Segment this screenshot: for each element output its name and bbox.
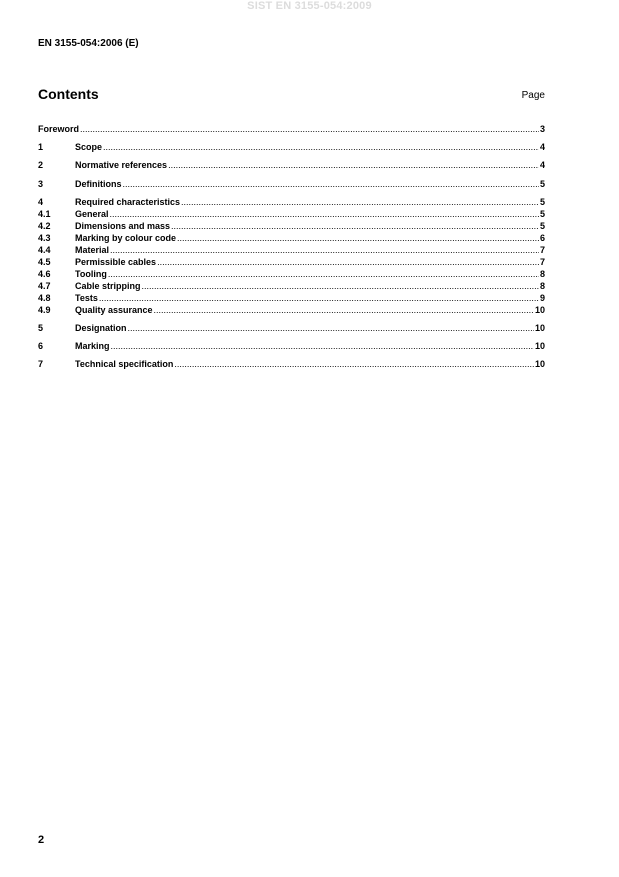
toc-entry-technical-specification[interactable] bbox=[38, 359, 545, 370]
toc-entry-number: 1 bbox=[38, 142, 44, 152]
toc-entry-cable-stripping[interactable] bbox=[38, 281, 545, 292]
toc-entry-page: 5 bbox=[539, 209, 545, 219]
toc-entry-number: 4.3 bbox=[38, 233, 51, 243]
toc-entry-number: 6 bbox=[38, 341, 44, 351]
toc-entry-tests[interactable] bbox=[38, 293, 545, 304]
toc-entry-number: 4.7 bbox=[38, 281, 51, 291]
toc-entry-number: 4 bbox=[38, 197, 44, 207]
toc-entry-title: Tooling bbox=[75, 269, 107, 279]
toc-entry-page: 7 bbox=[539, 245, 545, 255]
dot-leader bbox=[123, 179, 539, 190]
toc-entry-title: Tests bbox=[75, 293, 98, 303]
toc-entry-page: 6 bbox=[539, 233, 545, 243]
toc-entry-title: Cable stripping bbox=[75, 281, 141, 291]
toc-entry-number: 4.5 bbox=[38, 257, 51, 267]
dot-leader bbox=[80, 124, 539, 135]
toc-entry-page: 3 bbox=[539, 124, 545, 134]
toc-entry-page: 10 bbox=[534, 305, 545, 315]
toc-entry-marking-by-colour-code[interactable] bbox=[38, 233, 545, 244]
toc-entry-title: Foreword bbox=[38, 124, 80, 134]
dot-leader bbox=[177, 233, 539, 244]
toc-entry-number: 2 bbox=[38, 160, 44, 170]
toc-entry-page: 10 bbox=[534, 341, 545, 351]
watermark: SIST EN 3155-054:2009 bbox=[247, 0, 372, 12]
toc-entry-title: Scope bbox=[75, 142, 103, 152]
toc-entry-quality-assurance[interactable] bbox=[38, 305, 545, 316]
toc-entry-number: 3 bbox=[38, 179, 44, 189]
toc-entry-title: Technical specification bbox=[75, 359, 174, 369]
toc-entry-page: 4 bbox=[539, 160, 545, 170]
dot-leader bbox=[128, 323, 534, 334]
toc-entry-page: 10 bbox=[534, 359, 545, 369]
page-number: 2 bbox=[38, 834, 45, 846]
toc-entry-number: 4.9 bbox=[38, 305, 51, 315]
toc-entry-number: 4.4 bbox=[38, 245, 51, 255]
dot-leader bbox=[174, 359, 534, 370]
dot-leader bbox=[110, 209, 539, 220]
dot-leader bbox=[171, 221, 539, 232]
toc-entry-number: 4.1 bbox=[38, 209, 51, 219]
toc-entry-page: 5 bbox=[539, 197, 545, 207]
toc-entry-marking[interactable] bbox=[38, 341, 545, 352]
toc-entry-page: 5 bbox=[539, 179, 545, 189]
toc-entry-title: Material bbox=[75, 245, 110, 255]
toc-entry-definitions[interactable] bbox=[38, 179, 545, 190]
toc-entry-page: 8 bbox=[539, 269, 545, 279]
toc-entry-title: Designation bbox=[75, 323, 127, 333]
toc-entry-foreword[interactable] bbox=[38, 124, 545, 135]
dot-leader bbox=[181, 197, 539, 208]
toc-entry-required-characteristics[interactable] bbox=[38, 197, 545, 208]
toc-entry-page: 7 bbox=[539, 257, 545, 267]
toc-entry-title: Marking bbox=[75, 341, 110, 351]
contents-title: Contents bbox=[38, 86, 99, 102]
document-id: EN 3155-054:2006 (E) bbox=[38, 38, 139, 49]
dot-leader bbox=[154, 305, 534, 316]
toc-entry-page: 5 bbox=[539, 221, 545, 231]
toc-entry-designation[interactable] bbox=[38, 323, 545, 334]
toc-entry-title: Required characteristics bbox=[75, 197, 181, 207]
dot-leader bbox=[168, 160, 539, 171]
dot-leader bbox=[103, 142, 539, 153]
dot-leader bbox=[108, 269, 539, 280]
toc-entry-title: General bbox=[75, 209, 109, 219]
toc-entry-title: Normative references bbox=[75, 160, 168, 170]
toc-entry-title: Definitions bbox=[75, 179, 122, 189]
toc-entry-dimensions-and-mass[interactable] bbox=[38, 221, 545, 232]
toc-entry-number: 5 bbox=[38, 323, 44, 333]
toc-entry-permissible-cables[interactable] bbox=[38, 257, 545, 268]
toc-entry-title: Dimensions and mass bbox=[75, 221, 171, 231]
toc-entry-page: 10 bbox=[534, 323, 545, 333]
toc-entry-number: 7 bbox=[38, 359, 44, 369]
toc-entry-page: 8 bbox=[539, 281, 545, 291]
toc-entry-number: 4.8 bbox=[38, 293, 51, 303]
page-column-label: Page bbox=[521, 90, 545, 101]
toc-entry-material[interactable] bbox=[38, 245, 545, 256]
toc-entry-page: 9 bbox=[539, 293, 545, 303]
toc-entry-tooling[interactable] bbox=[38, 269, 545, 280]
dot-leader bbox=[157, 257, 539, 268]
toc-entry-general[interactable] bbox=[38, 209, 545, 220]
toc-entry-title: Quality assurance bbox=[75, 305, 153, 315]
toc-entry-number: 4.2 bbox=[38, 221, 51, 231]
toc-entry-title: Marking by colour code bbox=[75, 233, 177, 243]
toc-entry-number: 4.6 bbox=[38, 269, 51, 279]
dot-leader bbox=[111, 341, 534, 352]
toc-entry-normative-references[interactable] bbox=[38, 160, 545, 171]
toc-entry-title: Permissible cables bbox=[75, 257, 157, 267]
dot-leader bbox=[110, 245, 539, 256]
toc-entry-scope[interactable] bbox=[38, 142, 545, 153]
dot-leader bbox=[99, 293, 539, 304]
dot-leader bbox=[142, 281, 539, 292]
toc-entry-page: 4 bbox=[539, 142, 545, 152]
